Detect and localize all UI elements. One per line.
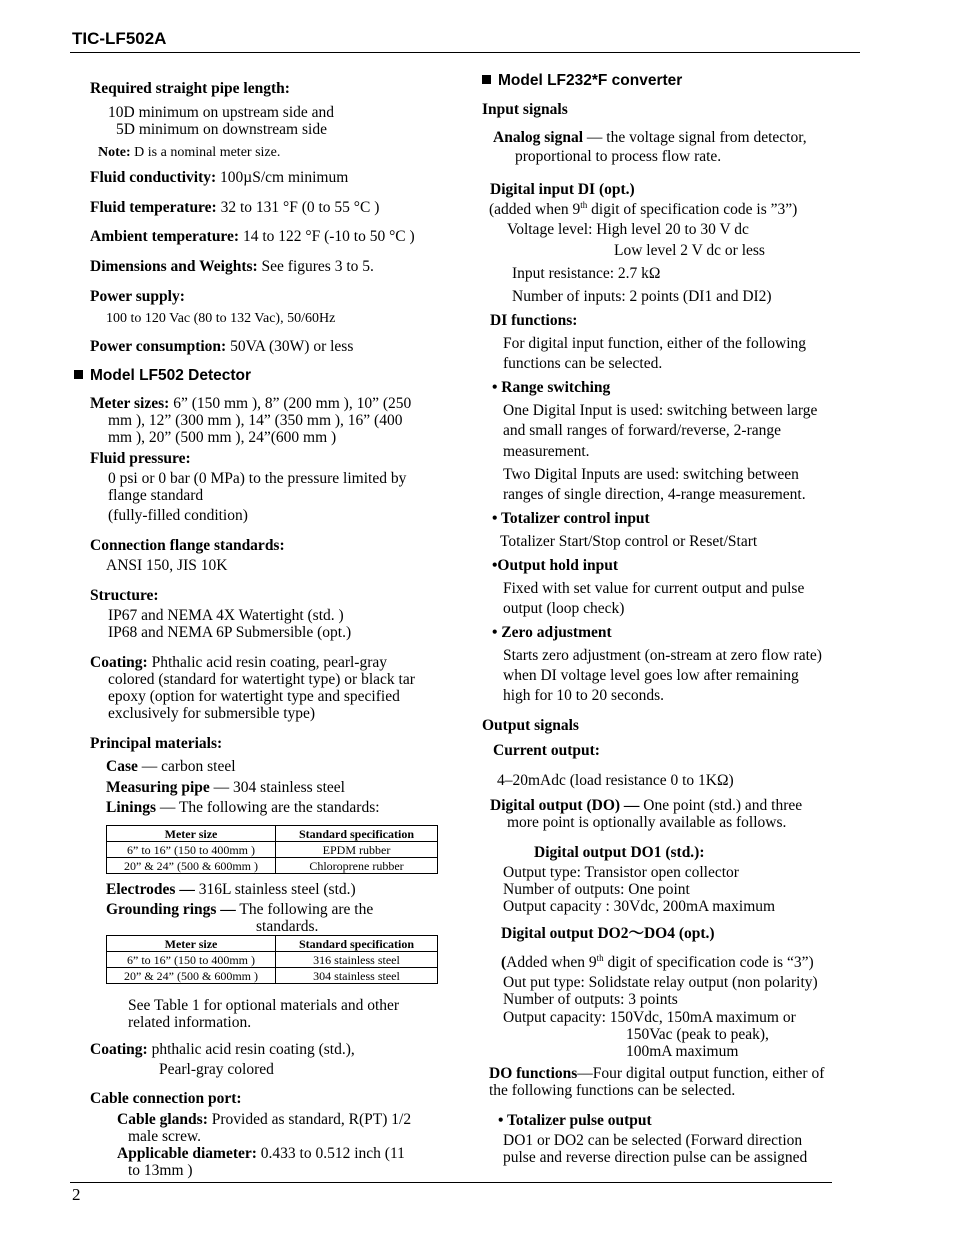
do1-number-outputs: Number of outputs: One point bbox=[503, 881, 690, 898]
table-cell: 316 stainless steel bbox=[276, 952, 438, 968]
di-functions-line-1: For digital input function, either of the following bbox=[503, 335, 807, 352]
dimensions-weights: Dimensions and Weights: See figures 3 to 5. bbox=[90, 258, 374, 275]
input-signals-label: Input signals bbox=[482, 101, 568, 118]
document-title: TIC-LF502A bbox=[72, 29, 167, 48]
meter-sizes-line-2: mm ), 12” (300 mm ), 14” (350 mm ), 16” (400 bbox=[108, 412, 403, 429]
fluid-pressure-line-1: 0 psi or 0 bar (0 MPa) to the pressure limited by bbox=[108, 470, 407, 487]
digital-input-label: Digital input DI (opt.) bbox=[490, 181, 635, 198]
zero-adjustment-line-1: Starts zero adjustment (on-stream at zero flow rate) bbox=[503, 647, 822, 664]
linings-table bbox=[106, 825, 438, 874]
cable-glands: Cable glands: Provided as standard, R(PT) 1/2 bbox=[117, 1111, 412, 1128]
table-header-row bbox=[107, 826, 438, 842]
fluid-conductivity: Fluid conductivity: 100µS/cm minimum bbox=[90, 169, 349, 186]
range-switching-label: • Range switching bbox=[492, 379, 611, 396]
output-hold-line-1: Fixed with set value for current output and pulse bbox=[503, 580, 805, 597]
table-header-cell: Meter size bbox=[107, 826, 276, 842]
fluid-pressure-line-2: flange standard bbox=[108, 487, 204, 504]
totalizer-pulse-line-2: pulse and reverse direction pulse can be assigned bbox=[503, 1149, 808, 1166]
converter-section-heading: Model LF232*F converter bbox=[482, 72, 682, 89]
applicable-diameter: Applicable diameter: 0.433 to 0.512 inch (11 bbox=[117, 1145, 405, 1162]
pipe-length-line-1: 10D minimum on upstream side and bbox=[108, 104, 335, 121]
output-signals-label: Output signals bbox=[482, 717, 579, 734]
grounding-rings-material: Grounding rings — The following are the bbox=[106, 901, 374, 918]
do-functions: DO functions—Four digital output function, either of bbox=[489, 1065, 825, 1082]
do2-output-capacity-line-3: 100mA maximum bbox=[626, 1043, 739, 1060]
power-consumption: Power consumption: 50VA (30W) or less bbox=[90, 338, 354, 355]
table-cell: Chloroprene rubber bbox=[276, 858, 438, 874]
range-switching-line-1: One Digital Input is used: switching between large bbox=[503, 402, 818, 419]
table-cell: 20” & 24” (500 & 600mm ) bbox=[107, 858, 276, 874]
do1-output-type: Output type: Transistor open collector bbox=[503, 864, 739, 881]
output-hold-line-2: output (loop check) bbox=[503, 600, 625, 617]
zero-adjustment-label: • Zero adjustment bbox=[492, 624, 612, 641]
page-number: 2 bbox=[72, 1185, 81, 1204]
see-table-note: See Table 1 for optional materials and other bbox=[128, 997, 400, 1014]
digital-output-line-2: more point is optionally available as follows. bbox=[507, 814, 787, 831]
zero-adjustment-line-2: when DI voltage level goes low after remaining bbox=[503, 667, 799, 684]
see-table-note-line-2: related information. bbox=[128, 1014, 252, 1031]
do-functions-line-2: the following functions can be selected. bbox=[489, 1082, 736, 1099]
table-header-cell: Standard specification bbox=[276, 936, 438, 952]
square-bullet-icon bbox=[74, 370, 83, 379]
power-supply-value: 100 to 120 Vac (80 to 132 Vac), 50/60Hz bbox=[106, 311, 336, 326]
table-cell: 6” to 16” (150 to 400mm ) bbox=[107, 952, 276, 968]
totalizer-pulse-label: • Totalizer pulse output bbox=[498, 1112, 652, 1129]
do2-number-outputs: Number of outputs: 3 points bbox=[503, 991, 678, 1008]
grounding-rings-line-2: standards. bbox=[256, 918, 319, 935]
table-cell: 20” & 24” (500 & 600mm ) bbox=[107, 968, 276, 984]
table-cell: 304 stainless steel bbox=[276, 968, 438, 984]
principal-materials-label: Principal materials: bbox=[90, 735, 223, 752]
case-material: Case — carbon steel bbox=[106, 758, 236, 775]
analog-signal: Analog signal — the voltage signal from detector, bbox=[493, 129, 807, 146]
electrodes-material: Electrodes — 316L stainless steel (std.) bbox=[106, 881, 356, 898]
voltage-level: Voltage level: High level 20 to 30 V dc bbox=[507, 221, 749, 238]
do2-output-type: Out put type: Solidstate relay output (non polarity) bbox=[503, 974, 818, 991]
ambient-temperature: Ambient temperature: 14 to 122 °F (-10 to 50 °C ) bbox=[90, 228, 415, 245]
fluid-temperature: Fluid temperature: 32 to 131 °F (0 to 55 °C ) bbox=[90, 199, 380, 216]
do1-output-capacity: Output capacity : 30Vdc, 200mA maximum bbox=[503, 898, 776, 915]
structure-label: Structure: bbox=[90, 587, 159, 604]
digital-input-added: (added when 9th digit of specification code is ”3”) bbox=[489, 199, 798, 218]
linings-material: Linings — The following are the standards: bbox=[106, 799, 380, 816]
coating: Coating: Phthalic acid resin coating, pearl-gray bbox=[90, 654, 387, 671]
range-switching-line-4: Two Digital Inputs are used: switching between bbox=[503, 466, 799, 483]
meter-size-note: Note: D is a nominal meter size. bbox=[98, 145, 281, 160]
zero-adjustment-line-3: high for 10 to 20 seconds. bbox=[503, 687, 665, 704]
power-supply-label: Power supply: bbox=[90, 288, 185, 305]
di-functions-label: DI functions: bbox=[490, 312, 578, 329]
pipe-length-label: Required straight pipe length: bbox=[90, 80, 290, 97]
cable-glands-line-2: male screw. bbox=[128, 1128, 202, 1145]
coating-line-2: colored (standard for watertight type) or black tar bbox=[108, 671, 415, 688]
do2-output-capacity: Output capacity: 150Vdc, 150mA maximum or bbox=[503, 1009, 796, 1026]
voltage-level-low: Low level 2 V dc or less bbox=[614, 242, 765, 259]
meter-sizes: Meter sizes: 6” (150 mm ), 8” (200 mm ), 10” (250 bbox=[90, 395, 412, 412]
fluid-pressure-label: Fluid pressure: bbox=[90, 450, 191, 467]
table-cell: 6” to 16” (150 to 400mm ) bbox=[107, 842, 276, 858]
detector-section-heading: Model LF502 Detector bbox=[74, 367, 251, 384]
cable-port-label: Cable connection port: bbox=[90, 1090, 242, 1107]
table-header-cell: Meter size bbox=[107, 936, 276, 952]
measuring-pipe-material: Measuring pipe — 304 stainless steel bbox=[106, 779, 345, 796]
footer-rule bbox=[70, 1182, 832, 1183]
range-switching-line-5: ranges of single direction, 4-range measurement. bbox=[503, 486, 806, 503]
meter-sizes-line-3: mm ), 20” (500 mm ), 24”(600 mm ) bbox=[108, 429, 337, 446]
table-row bbox=[107, 842, 438, 858]
current-output-value: 4–20mAdc (load resistance 0 to 1KΩ) bbox=[497, 772, 734, 789]
input-resistance: Input resistance: 2.7 kΩ bbox=[512, 265, 661, 282]
square-bullet-icon bbox=[482, 75, 491, 84]
do2-added: (Added when 9th digit of specification code is “3”) bbox=[501, 952, 814, 971]
fluid-pressure-line-3: (fully-filled condition) bbox=[108, 507, 248, 524]
table-row bbox=[107, 952, 438, 968]
coating-line-4: exclusively for submersible type) bbox=[108, 705, 316, 722]
totalizer-control-label: • Totalizer control input bbox=[492, 510, 650, 527]
coating-2-line-2: Pearl-gray colored bbox=[159, 1061, 274, 1078]
structure-line-2: IP68 and NEMA 6P Submersible (opt.) bbox=[108, 624, 352, 641]
do1-label: Digital output DO1 (std.): bbox=[534, 844, 705, 861]
do2-output-capacity-line-2: 150Vac (peak to peak), bbox=[626, 1026, 769, 1043]
analog-signal-line-2: proportional to process flow rate. bbox=[515, 148, 722, 165]
range-switching-line-3: measurement. bbox=[503, 443, 590, 460]
table-cell: EPDM rubber bbox=[276, 842, 438, 858]
coating-line-3: epoxy (option for watertight type and specified bbox=[108, 688, 400, 705]
header-rule bbox=[70, 52, 860, 53]
pipe-length-line-2: 5D minimum on downstream side bbox=[116, 121, 327, 138]
totalizer-pulse-line-1: DO1 or DO2 can be selected (Forward direction bbox=[503, 1132, 803, 1149]
digital-output: Digital output (DO) — One point (std.) and three bbox=[490, 797, 803, 814]
table-header-cell: Standard specification bbox=[276, 826, 438, 842]
range-switching-line-2: and small ranges of forward/reverse, 2-range bbox=[503, 422, 782, 439]
di-functions-line-2: functions can be selected. bbox=[503, 355, 663, 372]
coating-2: Coating: phthalic acid resin coating (std.), bbox=[90, 1041, 355, 1058]
table-row bbox=[107, 858, 438, 874]
table-header-row bbox=[107, 936, 438, 952]
flange-standards-value: ANSI 150, JIS 10K bbox=[106, 557, 228, 574]
number-of-inputs: Number of inputs: 2 points (DI1 and DI2) bbox=[512, 288, 772, 305]
structure-line-1: IP67 and NEMA 4X Watertight (std. ) bbox=[108, 607, 344, 624]
flange-standards-label: Connection flange standards: bbox=[90, 537, 285, 554]
current-output-label: Current output: bbox=[493, 742, 600, 759]
applicable-diameter-line-2: to 13mm ) bbox=[128, 1162, 193, 1179]
do2-do4-label: Digital output DO2～DO4 (opt.) bbox=[501, 925, 715, 942]
output-hold-label: •Output hold input bbox=[492, 557, 619, 574]
table-row bbox=[107, 968, 438, 984]
grounding-rings-table bbox=[106, 935, 438, 984]
totalizer-control-text: Totalizer Start/Stop control or Reset/Start bbox=[500, 533, 758, 550]
